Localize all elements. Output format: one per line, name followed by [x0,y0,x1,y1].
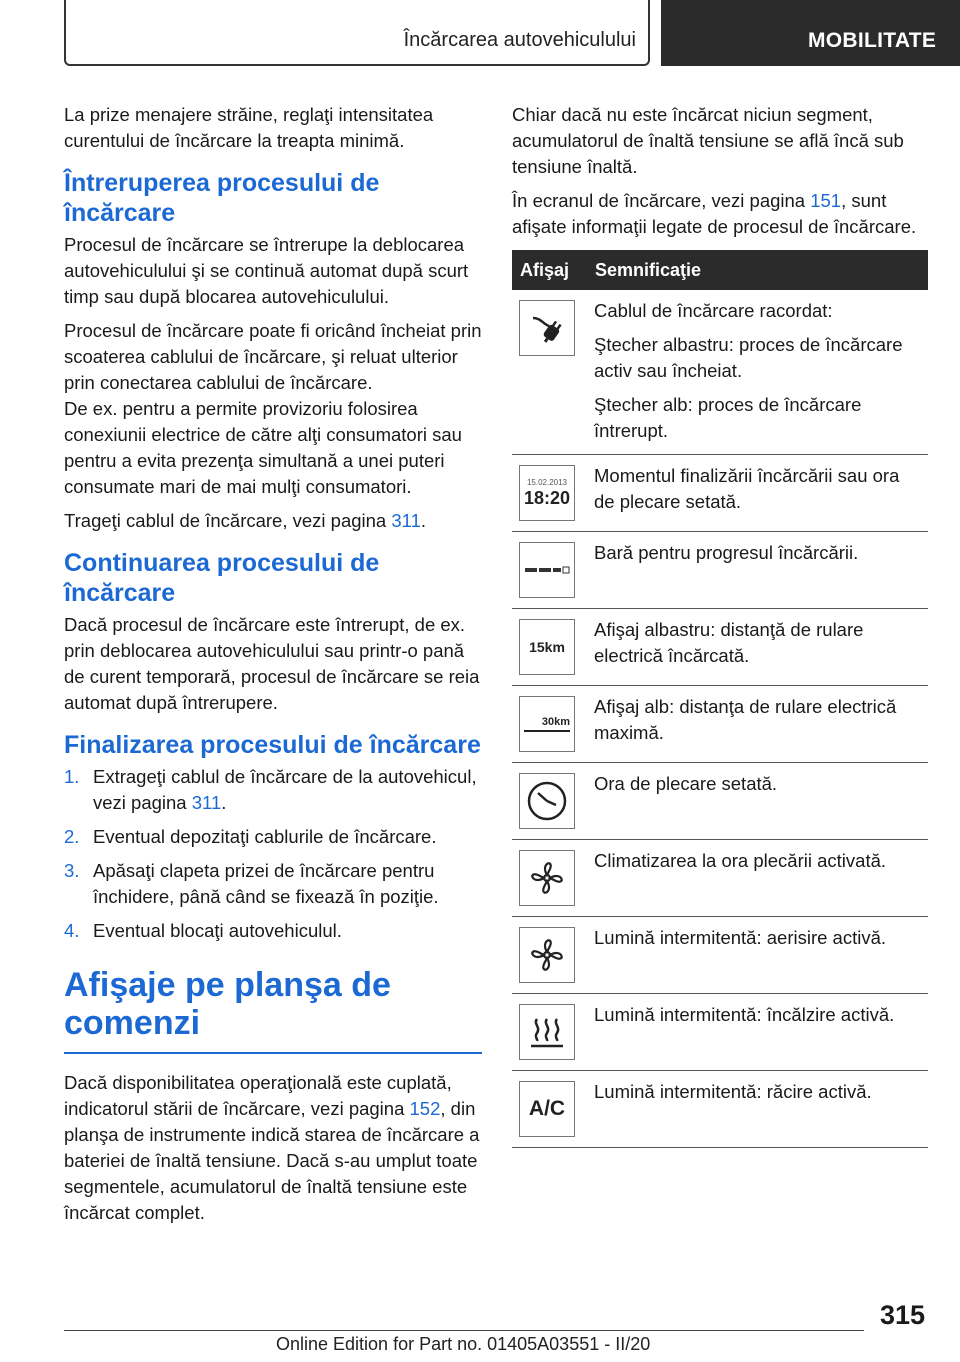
step-text: Extrageţi cablul de încărcare de la autovehicul, vezi pagina [93,766,477,813]
right-column [512,102,928,1148]
table-row [512,532,928,609]
heating-icon [519,1004,575,1060]
meaning-text: Cablul de încărcare racordat: [594,300,833,321]
interrupt-p1: Procesul de încărcare se întrerupe la deblocarea autovehiculului şi se continuă automat după scurt timp sau după blocarea autovehiculului. [64,234,469,307]
step-number: 2. [64,826,80,847]
step-number: 4. [64,920,80,941]
page-link-151[interactable]: 151 [810,190,842,211]
meaning-text: Ora de plecare setată. [594,773,778,794]
fan-icon [519,850,575,906]
page-link-311[interactable]: 311 [391,510,421,531]
col-header-meaning: Semnificaţie [587,250,928,290]
page-link-311[interactable]: 311 [191,792,222,813]
finish-steps [64,764,482,944]
max-range-value: 30km [541,716,570,728]
max-range-icon [519,696,575,752]
chapter-title: Încărcarea autovehiculului [403,29,636,51]
interrupt-p3: De ex. pentru a permite provizoriu folosirea conexiunii electrice de către alţi consumatori sau pentru a evita prezenţa simultană a unei puteri consumate mari de mai mulţi consumatori. [64,398,462,497]
displays-p1-text: Dacă disponibilitatea operaţională este cuplată, indicatorul stării de încărcare, vezi pagina [64,1072,452,1119]
right-p1: Chiar dacă nu este încărcat niciun segment, acumulatorul de înaltă tensiune se află încă sub tensiune înaltă. [512,104,904,177]
table-row [512,609,928,686]
meaning-text: Afişaj alb: distanţa de rulare electrică maximă. [594,696,897,743]
step-text: Apăsaţi clapeta prizei de încărcare pentru închidere, până când se fixează în poziţie. [93,860,439,907]
interrupt-p2: Procesul de încărcare poate fi oricând încheiat prin scoaterea cablului de încărcare, şi reluat ulterior prin conectarea cablului de încărcare. [64,320,482,393]
right-p2-end: , sunt afişate informaţii legate de procesul de încărcare. [512,190,917,237]
step-item [64,764,482,816]
table-row [512,290,928,455]
table-row [512,455,928,532]
intro-paragraph: La prize menajere străine, reglaţi intensitatea curentului de încărcare la treapta minimă. [64,104,434,151]
finish-heading: Finalizarea procesului de încărcare [64,731,481,759]
displays-p1-end: , din planşa de instrumente indică starea de încărcare a bateriei de înaltă tensiune. Dacă s-au umplut toate segmentele, acumulatorul de înaltă tensiune este încărcat complet. [64,1098,480,1223]
progress-bar-icon [519,542,575,598]
range-underline [524,730,570,732]
displays-p1 [64,1070,482,1226]
meaning-text: Ştecher albastru: proces de încărcare activ sau încheiat. [594,334,903,381]
header-chapter-box [64,0,650,66]
footer-edition: Online Edition for Part no. 01405A03551 - II/20 [276,1334,651,1354]
table-row [512,763,928,840]
meaning-text: Ştecher alb: proces de încărcare întrerupt. [594,394,862,441]
step-text: Eventual depozitaţi cablurile de încărcare. [93,826,437,847]
range-icon [519,619,575,675]
interrupt-p4-end: . [420,510,426,531]
meaning-text: Lumină intermitentă: încălzire activă. [594,1004,895,1025]
table-row [512,840,928,917]
step-item [64,824,482,850]
meaning-text: Climatizarea la ora plecării activată. [594,850,887,871]
step-number: 1. [64,766,80,787]
ac-label: A/C [528,1097,566,1120]
meaning-text: Bară pentru progresul încărcării. [594,542,859,563]
step-text: Eventual blocaţi autovehiculul. [93,920,342,941]
plug-icon [519,300,575,356]
continue-heading: Continuarea procesului de încărcare [64,549,380,607]
step-number: 3. [64,860,80,881]
interrupt-heading: Întreruperea procesului de încărcare [64,169,380,227]
section-title: MOBILITATE [808,29,937,52]
fan-icon [519,927,575,983]
displays-heading: Afişaje pe planşa de comenzi [64,966,482,1054]
step-end: . [221,792,227,813]
step-item [64,858,482,910]
meaning-text: Lumină intermitentă: aerisire activă. [594,927,887,948]
continue-p1: Dacă procesul de încărcare este întrerupt, de ex. prin deblocarea autovehiculului sau printr-o pană de curent temporară, procesul de încărcare se reia automat după întrerupere. [64,614,480,713]
date-label: 15.02.2013 [526,478,568,487]
clock-icon [519,773,575,829]
footer-divider [64,1330,864,1331]
meaning-text: Afişaj albastru: distanţă de rulare electrică încărcată. [594,619,864,666]
ac-icon [519,1081,575,1137]
page-number: 315 [880,1300,926,1330]
time-label: 18:20 [523,488,571,508]
interrupt-p4-text: Trageţi cablul de încărcare, vezi pagina [64,510,392,531]
page-link-152[interactable]: 152 [409,1098,441,1119]
right-p2-text: În ecranul de încărcare, vezi pagina [512,190,811,211]
table-row [512,1071,928,1148]
range-value: 15km [529,639,565,655]
meaning-text: Lumină intermitentă: răcire activă. [594,1081,872,1102]
interrupt-p4 [64,508,482,534]
table-row [512,994,928,1071]
step-item [64,918,482,944]
table-header-row [512,250,928,290]
col-header-display: Afişaj [512,250,587,290]
right-p2 [512,188,928,240]
display-table [512,250,928,1148]
table-row [512,686,928,763]
meaning-text: Momentul finalizării încărcării sau ora de plecare setată. [594,465,900,512]
header-section-box [661,0,960,66]
table-row [512,917,928,994]
date-time-icon [519,465,575,521]
left-column [64,102,482,1234]
